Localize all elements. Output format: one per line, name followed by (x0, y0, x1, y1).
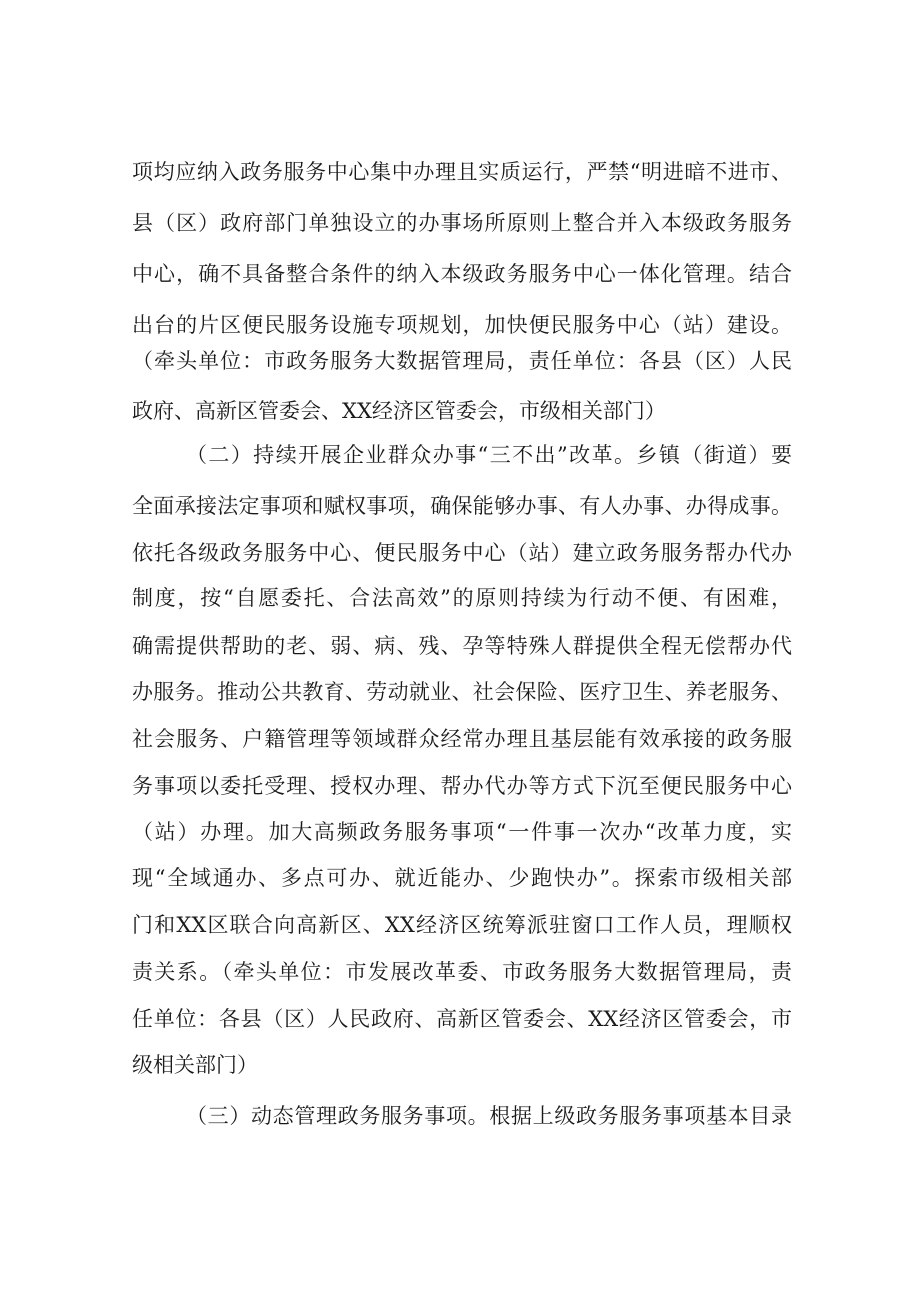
text-line: 现“全域通办、多点可办、就近能办、少跑快办”。探索市级相关部 (132, 866, 792, 890)
text-line: （牵头单位：市政务服务大数据管理局，责任单位：各县（区）人民 (132, 349, 792, 373)
text-line: 责关系。（牵头单位：市发展改革委、市政务服务大数据管理局，责 (132, 960, 792, 984)
text-line: 出台的片区便民服务设施专项规划，加快便民服务中心（站）建设。 (132, 313, 792, 337)
text-line: （二）持续开展企业群众办事“三不出”改革。乡镇（街道）要 (186, 443, 792, 467)
text-line: 政府、高新区管委会、XX经济区管委会，市级相关部门） (132, 399, 666, 423)
text-line: 项均应纳入政务服务中心集中办理且实质运行，严禁“明进暗不进市、 (132, 160, 792, 184)
text-line: （站）办理。加大高频政务服务事项“一件事一次办“改革力度，实 (132, 820, 792, 844)
text-line: 中心，确不具备整合条件的纳入本级政务服务中心一体化管理。结合 (132, 262, 792, 286)
text-line: 门和XX区联合向高新区、XX经济区统筹派驻窗口工作人员，理顺权 (132, 913, 792, 937)
text-line: 确需提供帮助的老、弱、病、残、孕等特殊人群提供全程无偿帮办代 (132, 634, 792, 658)
text-line: 务事项以委托受理、授权办理、帮办代办等方式下沉至便民服务中心 (132, 774, 792, 798)
text-line: 任单位：各县（区）人民政府、高新区管委会、XX经济区管委会，市 (132, 1007, 792, 1031)
text-line: 依托各级政务服务中心、便民服务中心（站）建立政务服务帮办代办 (132, 541, 792, 565)
text-line: 办服务。推动公共教育、劳动就业、社会保险、医疗卫生、养老服务、 (132, 680, 792, 704)
text-line: 社会服务、户籍管理等领域群众经常办理且基层能有效承接的政务服 (132, 727, 792, 751)
text-line: 制度，按“自愿委托、合法高效”的原则持续为行动不便、有困难， (132, 586, 792, 610)
text-line: 县（区）政府部门单独设立的办事场所原则上整合并入本级政务服务 (132, 211, 792, 235)
text-line: （三）动态管理政务服务事项。根据上级政务服务事项基本目录 (186, 1104, 792, 1128)
text-line: 全面承接法定事项和赋权事项，确保能够办事、有人办事、办得成事。 (132, 494, 792, 518)
text-line: 级相关部门） (132, 1053, 258, 1077)
